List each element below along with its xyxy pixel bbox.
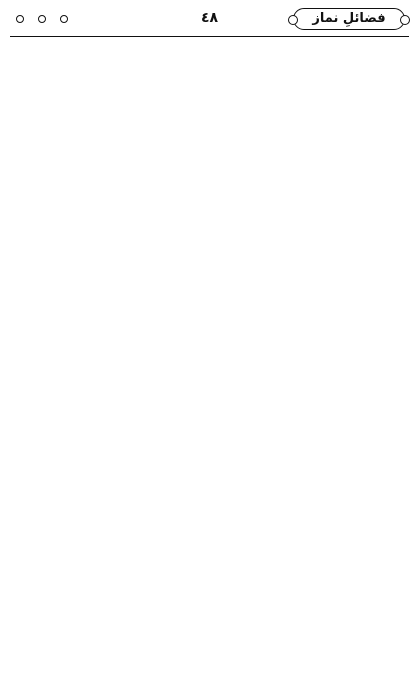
text-line xyxy=(12,391,407,412)
header-rule xyxy=(10,36,409,37)
body-text xyxy=(8,41,411,700)
text-line xyxy=(12,82,407,103)
text-line xyxy=(12,638,407,659)
text-line xyxy=(12,371,407,392)
text-line xyxy=(12,329,407,350)
header-ornament xyxy=(16,9,86,29)
text-line xyxy=(12,123,407,144)
text-line xyxy=(12,350,407,371)
text-line xyxy=(12,41,407,62)
page-header xyxy=(8,6,411,36)
text-line xyxy=(12,247,407,268)
text-line xyxy=(12,412,407,433)
text-line xyxy=(12,309,407,330)
text-line xyxy=(12,618,407,639)
text-line xyxy=(12,515,407,536)
text-line xyxy=(12,473,407,494)
text-line xyxy=(12,679,407,700)
text-line xyxy=(12,288,407,309)
text-line xyxy=(12,144,407,165)
text-line xyxy=(12,268,407,289)
text-line xyxy=(12,494,407,515)
text-line xyxy=(12,185,407,206)
text-line xyxy=(12,576,407,597)
text-line xyxy=(12,62,407,83)
text-line xyxy=(12,453,407,474)
text-line xyxy=(12,535,407,556)
text-line xyxy=(12,556,407,577)
text-line xyxy=(12,597,407,618)
text-line xyxy=(12,206,407,227)
page-number: ٤٨ xyxy=(200,10,219,26)
text-line xyxy=(12,165,407,186)
text-line xyxy=(12,432,407,453)
text-line xyxy=(12,226,407,247)
text-line xyxy=(12,659,407,680)
text-line xyxy=(12,103,407,124)
book-title: فضائلِ نماز xyxy=(312,11,386,26)
